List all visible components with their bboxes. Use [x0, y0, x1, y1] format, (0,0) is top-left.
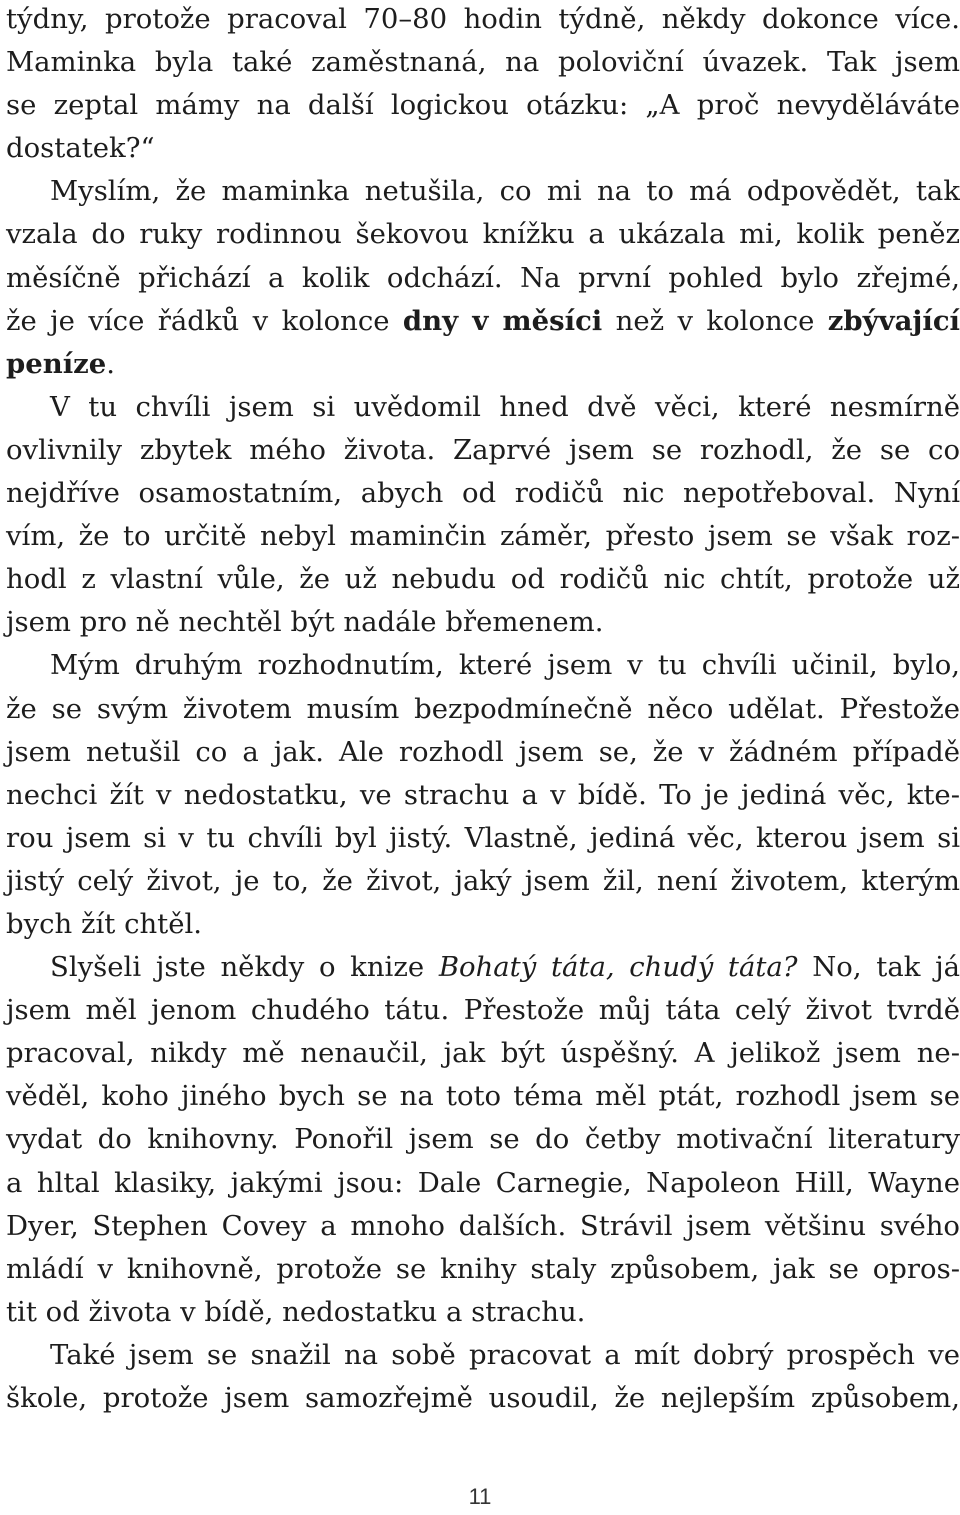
text-line: věděl, koho jiného bych se na toto téma měl ptát, rozhodl jsem se — [6, 1080, 960, 1113]
text-line: jsem měl jenom chudého tátu. Přestože můj táta celý život tvrdě — [6, 994, 960, 1027]
text-line: že se svým životem musím bezpodmínečně něco udělat. Přestože — [6, 692, 960, 725]
text-line: pracoval, nikdy mě nenaučil, jak být úspěšný. A jelikož jsem ne- — [6, 1037, 960, 1070]
text-line — [6, 170, 960, 213]
text-run: že je více řádků v kolonce — [6, 304, 403, 337]
text-run: Také jsem se snažil na sobě pracovat a mít dobrý prospěch ve — [50, 1338, 960, 1371]
bold-term: peníze — [6, 347, 107, 380]
text-line: jsem pro ně nechtěl být nadále břemenem. — [6, 606, 604, 639]
text-line: rou jsem si v tu chvíli byl jistý. Vlastně, jediná věc, kterou jsem si — [6, 821, 960, 854]
text-line: škole, protože jsem samozřejmě usoudil, že nejlepším způsobem, — [6, 1382, 960, 1414]
text-line: tit od života v bídě, nedostatku a strachu. — [6, 1295, 586, 1328]
text-line: měsíčně přichází a kolik odchází. Na první pohled bylo zřejmé, — [6, 261, 960, 294]
text-line: se zeptal mámy na další logickou otázku: „A proč nevyděláváte — [6, 89, 960, 122]
text-line — [6, 343, 960, 386]
text-line: ovlivnily zbytek mého života. Zaprvé jsem se rozhodl, že se co — [6, 433, 960, 466]
text-line: a hltal klasiky, jakými jsou: Dale Carnegie, Napoleon Hill, Wayne — [6, 1166, 960, 1199]
text-line: vydat do knihovny. Ponořil jsem se do četby motivační literatury — [6, 1123, 960, 1156]
text-line: týdny, protože pracoval 70–80 hodin týdně, někdy dokonce více. — [6, 3, 960, 35]
text-run: než v kolonce — [602, 304, 828, 337]
text-line: nejdříve osamostatním, abych od rodičů nic nepotřeboval. Nyní — [6, 477, 960, 510]
text-line — [6, 946, 960, 989]
text-line: hodl z vlastní vůle, že už nebudu od rodičů nic chtít, protože už — [6, 563, 960, 596]
text-line: jistý celý život, je to, že život, jaký jsem žil, není životem, kterým — [6, 864, 960, 897]
text-run: V tu chvíli jsem si uvědomil hned dvě věci, které nesmírně — [50, 390, 960, 423]
text-line — [6, 644, 960, 687]
text-run: Mým druhým rozhodnutím, které jsem v tu chvíli učinil, bylo, — [50, 649, 960, 682]
text-line — [6, 386, 960, 429]
body-text — [6, 0, 960, 1420]
text-run: No, tak já — [797, 951, 960, 984]
text-line — [6, 1334, 960, 1377]
bold-term: dny v měsíci — [402, 304, 603, 337]
text-run: . — [106, 347, 116, 380]
text-line: mládí v knihovně, protože se knihy staly způsobem, jak se opros- — [6, 1252, 960, 1285]
text-line: Maminka byla také zaměstnaná, na poloviční úvazek. Tak jsem — [6, 46, 960, 79]
text-line: jsem netušil co a jak. Ale rozhodl jsem se, že v žádném případě — [6, 735, 960, 768]
text-run: Slyšeli jste někdy o knize — [50, 951, 439, 984]
text-line: Dyer, Stephen Covey a mnoho dalších. Strávil jsem většinu svého — [6, 1209, 960, 1242]
text-line: vzala do ruky rodinnou šekovou knížku a ukázala mi, kolik peněz — [6, 218, 960, 251]
text-line: dostatek?“ — [6, 132, 155, 165]
text-line — [6, 300, 960, 343]
text-line: nechci žít v nedostatku, ve strachu a v bídě. To je jediná věc, kte- — [6, 778, 960, 811]
page-number: 11 — [468, 1484, 492, 1509]
book-title: Bohatý táta, chudý táta? — [438, 951, 798, 984]
text-line: vím, že to určitě nebyl maminčin záměr, přesto jsem se však roz- — [6, 520, 960, 553]
text-line: bych žít chtěl. — [6, 907, 203, 940]
text-run: Myslím, že maminka netušila, co mi na to má odpovědět, tak — [50, 175, 960, 208]
book-page — [6, 0, 960, 1515]
bold-term: zbývající — [827, 304, 960, 337]
